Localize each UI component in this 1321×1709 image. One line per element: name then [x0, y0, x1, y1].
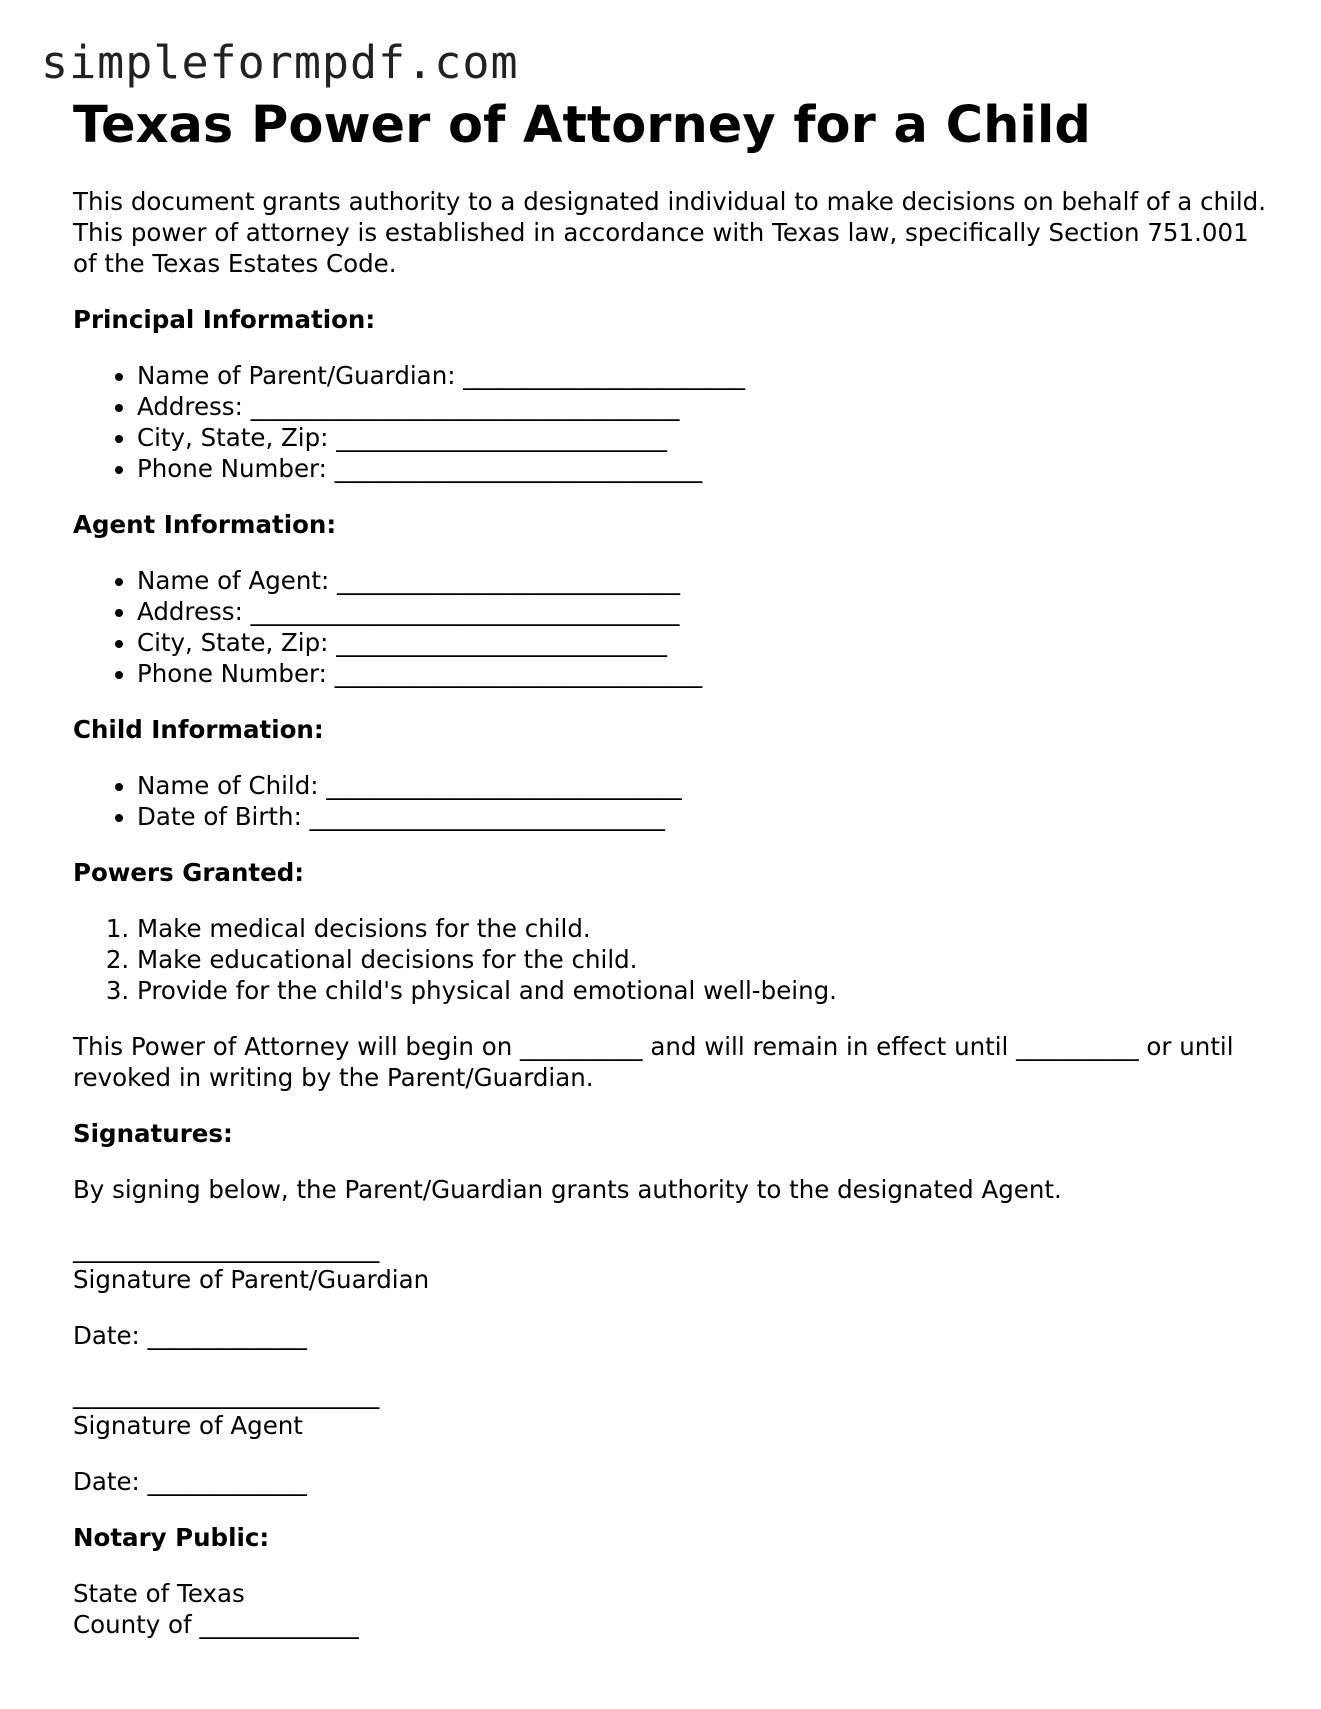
principal-list: [73, 360, 1273, 484]
agent-list: [73, 565, 1273, 689]
principal-city-field: • City, State, Zip: ___________________________: [137, 422, 1273, 453]
power-item: 1. Make medical decisions for the child.: [137, 913, 1273, 944]
agent-signature-line: _________________________: [73, 1380, 380, 1409]
child-dob-field: • Date of Birth: _____________________________: [137, 801, 1273, 832]
agent-heading: Agent Information:: [73, 510, 337, 539]
notary-state: State of Texas: [73, 1579, 245, 1608]
powers-heading: Powers Granted:: [73, 858, 305, 887]
principal-address-field: • Address: ___________________________________: [137, 391, 1273, 422]
document: [73, 96, 1273, 1640]
term-paragraph: This Power of Attorney will begin on __________ and will remain in effect until __________ or until revoked in writing by the Parent/Guardian.: [73, 1032, 1234, 1092]
agent-signature-label: Signature of Agent: [73, 1411, 303, 1440]
powers-list: [73, 913, 1273, 1006]
watermark: simpleformpdf.com: [41, 36, 519, 89]
principal-heading: Principal Information:: [73, 305, 376, 334]
intro-paragraph: This document grants authority to a designated individual to make decisions on behalf of a child. This power of attorney is established in accordance with Texas law, specifically Section 751.001 of the Texas Estates Code.: [73, 187, 1267, 278]
parent-signature-label: Signature of Parent/Guardian: [73, 1265, 430, 1294]
agent-address-field: • Address: ___________________________________: [137, 596, 1273, 627]
agent-date-field: Date: _____________: [73, 1467, 307, 1496]
principal-name-field: • Name of Parent/Guardian: _______________________: [137, 360, 1273, 391]
notary-heading: Notary Public:: [73, 1523, 270, 1552]
page-title: Texas Power of Attorney for a Child: [73, 96, 1091, 155]
notary-county-field: County of _____________: [73, 1610, 359, 1639]
parent-date-field: Date: _____________: [73, 1321, 307, 1350]
signatures-heading: Signatures:: [73, 1119, 233, 1148]
signature-statement: By signing below, the Parent/Guardian grants authority to the designated Agent.: [73, 1175, 1062, 1204]
agent-phone-field: • Phone Number: ______________________________: [137, 658, 1273, 689]
child-heading: Child Information:: [73, 715, 324, 744]
child-list: [73, 770, 1273, 832]
child-name-field: • Name of Child: _____________________________: [137, 770, 1273, 801]
power-item: 2. Make educational decisions for the child.: [137, 944, 1273, 975]
parent-signature-line: _________________________: [73, 1234, 380, 1263]
agent-city-field: • City, State, Zip: ___________________________: [137, 627, 1273, 658]
principal-phone-field: • Phone Number: ______________________________: [137, 453, 1273, 484]
agent-name-field: • Name of Agent: ____________________________: [137, 565, 1273, 596]
power-item: 3. Provide for the child's physical and emotional well-being.: [137, 975, 1273, 1006]
